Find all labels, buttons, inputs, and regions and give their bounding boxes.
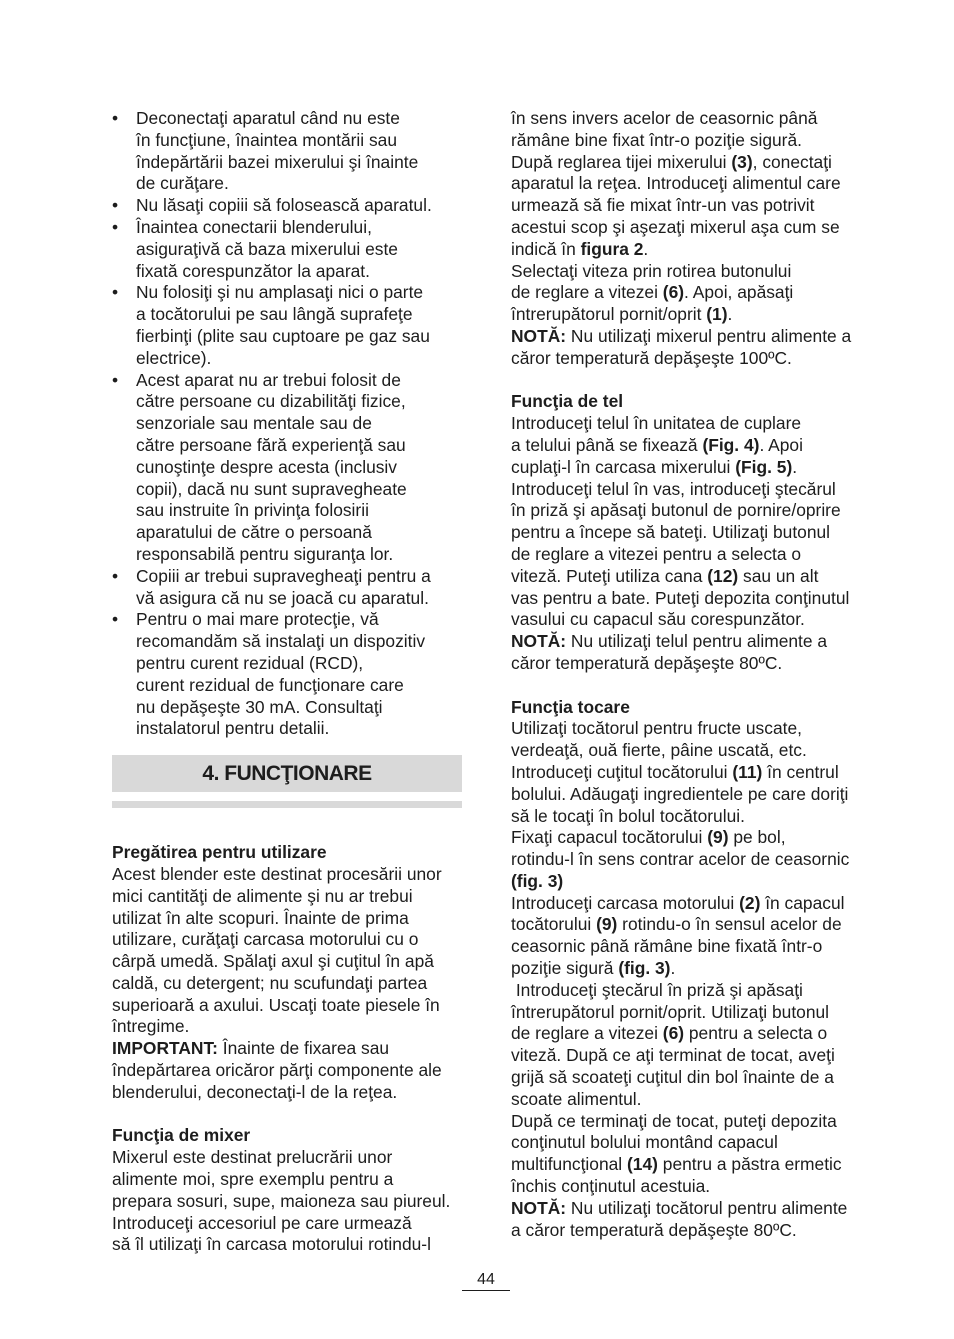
- paragraph-line: superioară a axului. Uscaţi toate piesele în: [112, 994, 440, 1015]
- left-column: [112, 108, 472, 1256]
- note-line: NOTĂ: Nu utilizaţi tocătorul pentru alimente: [511, 1197, 848, 1218]
- paragraph-line: mici cantităţi de alimente şi nu ar trebui: [112, 885, 413, 906]
- paragraph-line: Acest blender este destinat procesării unor: [112, 863, 442, 884]
- important-label: IMPORTANT:: [112, 1038, 218, 1059]
- bullet-icon: •: [112, 609, 119, 630]
- paragraph-line: caldă, cu detergent; nu scufundaţi partea: [112, 972, 428, 993]
- chop-heading: Funcţia tocare: [511, 696, 630, 717]
- list-item: • Nu lăsaţi copiii să folosească aparatul.: [112, 195, 432, 216]
- paragraph-line: cârpă umedă. Spălaţi axul şi cuţitul în apă: [112, 951, 434, 972]
- whisk-heading: Funcţia de tel: [511, 391, 624, 412]
- important-line: IMPORTANT: Înainte de fixarea sau: [112, 1038, 390, 1059]
- page-number: 44: [462, 1270, 510, 1291]
- paragraph-line: Mixerul este destinat prelucrării unor: [112, 1147, 393, 1168]
- bullet-icon: •: [112, 369, 119, 390]
- paragraph-line: îndepărtarea oricăror părţi componente ale: [112, 1060, 442, 1081]
- list-item: • Pentru o mai mare protecţie, vă recomandăm să instalaţi un dispozitiv pentru curent rezidual (RCD), curent rezidual de funcţionare care nu depăşeşte 30 mA. Consultaţi instalatorul pentru detalii.: [112, 609, 426, 739]
- paragraph-line: întregime.: [112, 1016, 190, 1037]
- paragraph-line: alimente moi, spre exemplu pentru a: [112, 1169, 394, 1190]
- bullet-icon: •: [112, 565, 119, 586]
- paragraph-line: să îl utilizaţi în carcasa motorului rotindu-l: [112, 1234, 431, 1255]
- safety-bullet-list: [112, 108, 472, 740]
- mixer-heading: Funcţia de mixer: [112, 1125, 251, 1146]
- list-item: • Nu folosiţi şi nu amplasaţi nici o parte a tocătorului pe sau lângă suprafeţe fierbinţi (plite sau cuptoare pe gaz sau electrice).: [112, 282, 430, 368]
- note-line: NOTĂ: Nu utilizaţi mixerul pentru alimente a: [511, 325, 852, 346]
- paragraph-line: blenderului, deconectaţi-l de la reţea.: [112, 1081, 398, 1102]
- list-item: • Înaintea conectarii blenderului, asiguraţivă că baza mixerului este fixată corespunzător la aparat.: [112, 216, 398, 281]
- paragraph-line: Introduceţi accesoriul pe care urmează: [112, 1212, 412, 1233]
- list-item: • Acest aparat nu ar trebui folosit de către persoane cu dizabilităţi fizice, senzoriale sau mentale sau de către persoane fără experienţă sau cunoştinţe despre acesta (inclusiv copii), dacă nu sunt supravegheate sau instruite în privinţa folosirii aparatului de către o persoană responsabilă pentru siguranţa lor.: [112, 369, 407, 564]
- right-column: în sens invers acelor de ceasornic până rămâne bine fixat într-o poziţie sigură. După reglarea tijei mixerului (3), conectaţi aparatul la reţea. Introduceţi alimentul care urmează să fie mixat într-un vas potrivit acestui scop şi aşezaţi mixerul aşa cum se indică în figura 2. Selectaţi viteza prin rotirea butonului de reglare a vitezei (6). Apoi, apăsaţi întrerupătorul pornit/oprit (1). NOTĂ: Nu utilizaţi mixerul pentru alimente a căror temperatură depăşeşte 100ºC. Funcţia de tel Introduceţi telul în unitatea de cuplare a telului până se fixează (Fig. 4). Apoi cuplaţi-l în carcasa mixerului (Fig. 5). Introduceţi telul în vas, introduceţi ştecărul în priză şi apăsaţi butonul de pornire/oprire pentru a începe să bateţi. Utilizaţi butonul de reglare a vitezei pentru a selecta o viteză. Puteţi utiliza cana (12) sau un alt vas pentru a bate. Puteţi depozita conţinutul vasului cu capacul său corespunzător. NOTĂ: Nu utilizaţi telul pentru alimente a căror temperatură depăşeşte 80ºC. Funcţia tocare Utilizaţi tocătorul pentru fructe uscate, verdeaţă, ouă fierte, pâine uscată, etc. Introduceţi cuţitul tocătorului (11) în centrul bolului. Adăugaţi ingredientele pe care doriţi să le tocaţi în bolul tocătorului. Fixaţi capacul tocătorului (9) pe bol, rotindu-l în sens contrar acelor de ceasornic (fig. 3) Introduceţi carcasa motorului (2) în capacul tocătorului (9) rotindu-o în sensul acelor de ceasornic până rămâne bine fixată într-o poziţie sigură (fig. 3). Introduceţi ştecărul în priză şi apăsaţi întrerupătorul pornit/oprit. Utilizaţi butonul de reglare a vitezei (6) pentru a selecta o viteză. După ce aţi terminat de tocat, aveţi grijă să scoateţi cuţitul din bol înainte de a scoate alimentul. După ce terminaţi de tocat, puteţi depozita conţinutul bolului montând capacul multifuncţional (14) pentru a păstra ermetic închis conţinutul acestuia. NOTĂ: Nu utilizaţi tocătorul pentru alimente a căror temperatură depăşeşte 80ºC.: [511, 108, 871, 1241]
- paragraph-line: utilizat în alte scopuri. Înainte de prima: [112, 907, 409, 928]
- section-divider: [112, 801, 462, 808]
- bullet-icon: •: [112, 216, 119, 237]
- note-line: NOTĂ: Nu utilizaţi telul pentru alimente a: [511, 631, 828, 652]
- list-item: • Deconectaţi aparatul când nu este în funcţiune, înaintea montării sau îndepărtării bazei mixerului şi înainte de curăţare.: [112, 108, 419, 194]
- section-heading: 4. FUNCŢIONARE: [112, 755, 462, 792]
- bullet-icon: •: [112, 195, 119, 216]
- bullet-icon: •: [112, 108, 119, 128]
- prep-heading: Pregătirea pentru utilizare: [112, 842, 327, 863]
- paragraph-line: prepara sosuri, supe, maioneza sau piureul.: [112, 1190, 451, 1211]
- bullet-icon: •: [112, 282, 119, 303]
- paragraph-line: utilizare, curăţaţi carcasa motorului cu o: [112, 929, 419, 950]
- list-item: • Copiii ar trebui supravegheaţi pentru a vă asigura că nu se joacă cu aparatul.: [112, 565, 431, 608]
